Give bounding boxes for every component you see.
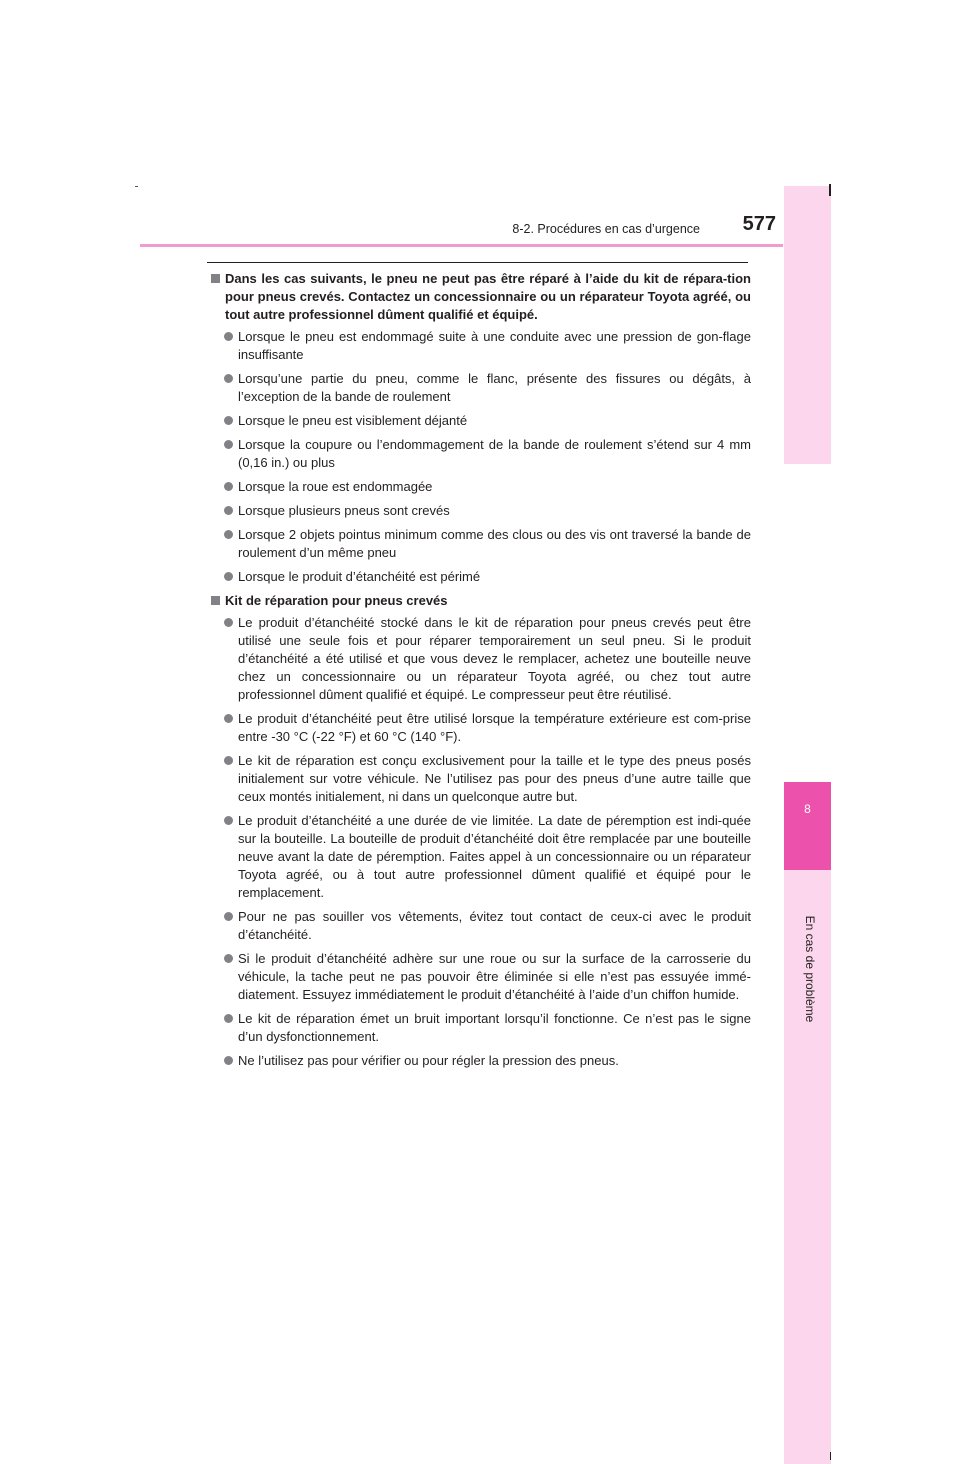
- list-item: [211, 436, 751, 472]
- chapter-label: En cas de problème: [803, 915, 817, 1023]
- list-item-text: Lorsque plusieurs pneus sont crevés: [238, 503, 450, 518]
- list-item: [211, 950, 751, 1004]
- list-item: [211, 370, 751, 406]
- list-item: [211, 1010, 751, 1046]
- circle-bullet-icon: [224, 618, 233, 627]
- list-item-text: Le kit de réparation est conçu exclusivement pour la taille et le type des pneus posés initialement sur votre véhicule. Ne l’utilisez pas pour des pneus d’une autre taille que ceux montés initialement, ni dans un quelconque autre but.: [238, 753, 751, 804]
- list-item: [211, 328, 751, 364]
- chapter-number: 8: [804, 802, 811, 816]
- circle-bullet-icon: [224, 954, 233, 963]
- crop-tick: [135, 186, 138, 187]
- circle-bullet-icon: [224, 416, 233, 425]
- section-heading: [211, 270, 751, 324]
- list-item-text: Le produit d’étanchéité peut être utilisé lorsque la température extérieure est com-prise entre -30 °C (-22 °F) et 60 °C (140 °F).: [238, 711, 751, 744]
- circle-bullet-icon: [224, 440, 233, 449]
- circle-bullet-icon: [224, 912, 233, 921]
- list-item: [211, 812, 751, 902]
- list-item-text: Le produit d’étanchéité a une durée de vie limitée. La date de péremption est indi-quée sur la bouteille. La bouteille de produit d’étanchéité doit être remplacée par une bouteille neuve avant la date de péremption. Faites appel à un concessionnaire ou un réparateur Toyota agréé, ou à tout autre professionnel dûment qualifié et équipé pour le remplacement.: [238, 813, 751, 900]
- circle-bullet-icon: [224, 1056, 233, 1065]
- circle-bullet-icon: [224, 482, 233, 491]
- list-item: [211, 1052, 751, 1070]
- circle-bullet-icon: [224, 756, 233, 765]
- header-divider: [140, 244, 783, 247]
- list-item: [211, 710, 751, 746]
- list-item: [211, 412, 751, 430]
- list-item-text: Lorsque la coupure ou l’endommagement de la bande de roulement s’étend sur 4 mm (0,16 in.) ou plus: [238, 437, 751, 470]
- section-title: 8-2. Procédures en cas d’urgence: [512, 222, 700, 236]
- circle-bullet-icon: [224, 530, 233, 539]
- circle-bullet-icon: [224, 506, 233, 515]
- list-item: [211, 478, 751, 496]
- section-heading: [211, 592, 751, 610]
- circle-bullet-icon: [224, 572, 233, 581]
- list-item: [211, 614, 751, 704]
- list-item: [211, 502, 751, 520]
- list-item-text: Le kit de réparation émet un bruit important lorsqu’il fonctionne. Ce n’est pas le signe d’un dysfonctionnement.: [238, 1011, 751, 1044]
- circle-bullet-icon: [224, 374, 233, 383]
- page-number: 577: [742, 213, 776, 235]
- list-item-text: Lorsqu’une partie du pneu, comme le flanc, présente des fissures ou dégâts, à l’exception de la bande de roulement: [238, 371, 751, 404]
- list-item-text: Si le produit d’étanchéité adhère sur une roue ou sur la surface de la carrosserie du véhicule, la tache peut ne pas pouvoir être éliminée si elle n’est pas essuyée immé-diatement. Essuyez immédiatement le produit d’étanchéité à l’aide d’un chiffon humide.: [238, 951, 751, 1002]
- list-item: [211, 908, 751, 944]
- crop-mark-bottom: [830, 1452, 831, 1460]
- square-bullet-icon: [211, 274, 220, 283]
- list-item-text: Lorsque la roue est endommagée: [238, 479, 433, 494]
- list-item: [211, 752, 751, 806]
- list-item-text: Ne l’utilisez pas pour vérifier ou pour régler la pression des pneus.: [238, 1053, 619, 1068]
- content-divider: [207, 262, 748, 263]
- circle-bullet-icon: [224, 816, 233, 825]
- list-item-text: Lorsque 2 objets pointus minimum comme des clous ou des vis ont traversé la bande de roulement d’un même pneu: [238, 527, 751, 560]
- list-item-text: Pour ne pas souiller vos vêtements, évitez tout contact de ceux-ci avec le produit d’étanchéité.: [238, 909, 751, 942]
- section-heading-text: Dans les cas suivants, le pneu ne peut pas être réparé à l’aide du kit de répara-tion pour pneus crevés. Contactez un concessionnaire ou un réparateur Toyota agréé, ou tout autre professionnel dûment qualifié et équipé.: [225, 271, 751, 322]
- list-item-text: Lorsque le pneu est endommagé suite à une conduite avec une pression de gon-flage insuffisante: [238, 329, 751, 362]
- list-item-text: Lorsque le produit d’étanchéité est périmé: [238, 569, 481, 584]
- list-item-text: Le produit d’étanchéité stocké dans le kit de réparation pour pneus crevés peut être utilisé une seule fois et pour réparer temporairement un seul pneu. Si le produit d’étanchéité a été utilisé et que vous devez le remplacer, achetez une bouteille neuve chez un concessionnaire ou un réparateur Toyota agréé, ou chez tout autre professionnel dûment qualifié et équipé. Le compresseur peut être réutilisé.: [238, 615, 751, 702]
- circle-bullet-icon: [224, 1014, 233, 1023]
- list-item-text: Lorsque le pneu est visiblement déjanté: [238, 413, 468, 428]
- square-bullet-icon: [211, 596, 220, 605]
- list-item: [211, 526, 751, 562]
- list-item: [211, 568, 751, 586]
- chapter-tab[interactable]: [784, 782, 831, 870]
- circle-bullet-icon: [224, 714, 233, 723]
- circle-bullet-icon: [224, 332, 233, 341]
- side-tab-upper: [784, 186, 831, 464]
- main-content: [211, 270, 751, 1076]
- section-heading-text: Kit de réparation pour pneus crevés: [225, 593, 448, 608]
- crop-mark-top: [829, 184, 831, 196]
